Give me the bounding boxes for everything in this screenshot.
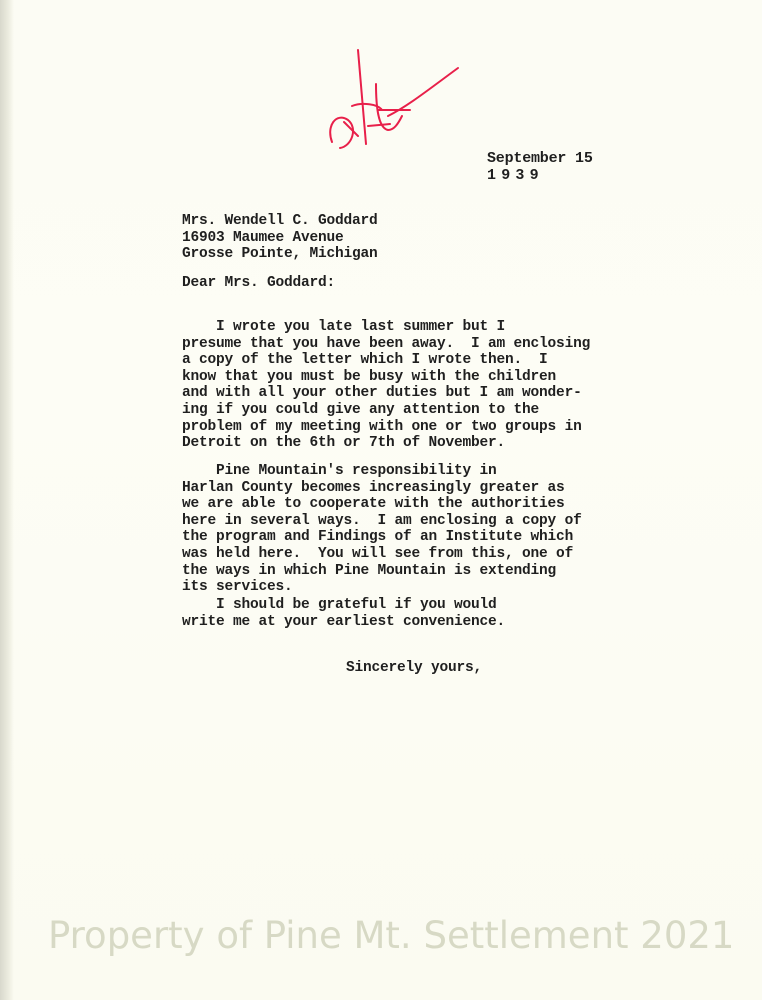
archive-watermark: Property of Pine Mt. Settlement 2021 [48,914,735,957]
body-paragraph-2: Pine Mountain's responsibility in Harlan County becomes increasingly greater as we are able to cooperate with the authorities here in several ways. I am enclosing a copy of the program and Findings of an Institute which was held here. You will see from this, one of the ways in which Pine Mountain is extending its services. [182,463,582,596]
recipient-name: Mrs. Wendell C. Goddard [182,213,378,229]
salutation: Dear Mrs. Goddard: [182,275,336,291]
letter-date [487,150,593,184]
closing: Sincerely yours, [346,660,483,676]
body-paragraph-1: I wrote you late last summer but I presume that you have been away. I am enclosing a copy of the letter which I wrote then. I know that you must be busy with the children and with all your other duties but I am wonder- ing if you could give any attention to the problem of my meeting with one or two groups in Detroit on the 6th or 7th of November. [182,319,591,452]
recipient-address [182,213,378,263]
date-month-day: September 15 [487,150,593,167]
body-paragraph-3: I should be grateful if you would write me at your earliest convenience. [182,597,506,630]
paper-edge-shadow [0,0,14,1000]
handwritten-initials-mark [318,46,468,156]
recipient-street: 16903 Maumee Avenue [182,229,344,246]
date-year: 1939 [487,167,544,184]
recipient-city: Grosse Pointe, Michigan [182,246,378,263]
